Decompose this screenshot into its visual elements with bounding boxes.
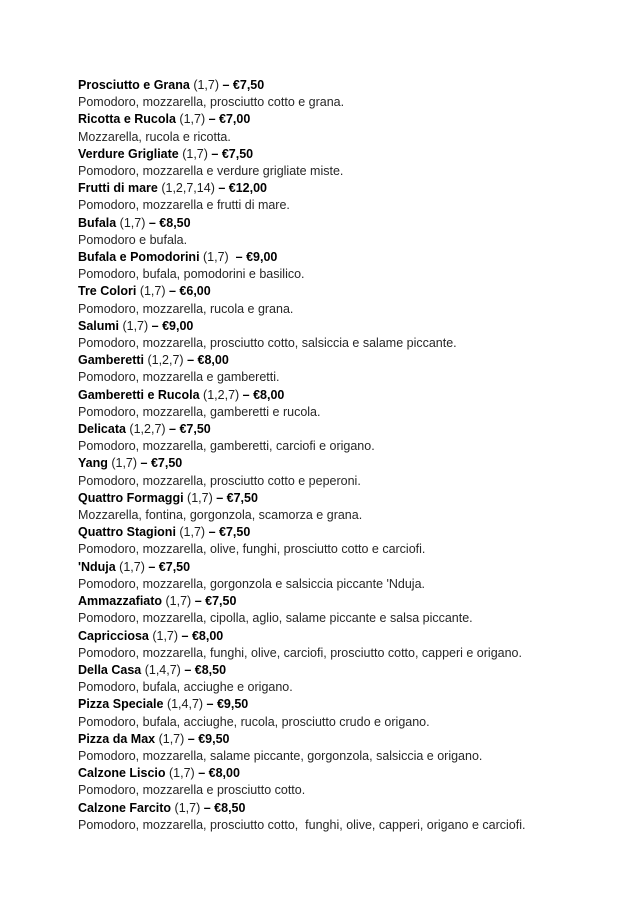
- menu-item-allergens: (1,7): [178, 146, 208, 161]
- menu-item-title: [78, 215, 636, 232]
- menu-item: [78, 421, 636, 455]
- menu-item: [78, 765, 636, 799]
- menu-item-description: Pomodoro, mozzarella, salame piccante, gorgonzola, salsiccia e origano.: [78, 748, 483, 763]
- menu-item: [78, 731, 636, 765]
- menu-item-name: Salumi: [78, 318, 119, 333]
- menu-item: [78, 318, 636, 352]
- menu-item-description: Pomodoro, mozzarella e frutti di mare.: [78, 198, 290, 213]
- menu-item-title: [78, 490, 636, 507]
- menu-item-name: Frutti di mare: [78, 181, 158, 196]
- menu-item-title: [78, 421, 636, 438]
- menu-item-price: – €8,00: [183, 353, 229, 368]
- menu-item: [78, 146, 636, 180]
- menu-item-name: Prosciutto e Grana: [78, 78, 190, 92]
- menu-item-name: Verdure Grigliate: [78, 146, 179, 161]
- menu-item: [78, 593, 636, 627]
- menu-item-title: [78, 111, 636, 128]
- menu-item-name: Calzone Farcito: [78, 800, 172, 815]
- menu-item-title: [78, 77, 636, 94]
- menu-item-price: – €7,50: [212, 490, 258, 505]
- menu-item: [78, 800, 636, 834]
- menu-item-description: Pomodoro, mozzarella, gamberetti, carciofi e origano.: [78, 439, 375, 454]
- menu-item: [78, 455, 636, 489]
- menu-item: [78, 524, 636, 558]
- menu-item-price: – €9,50: [184, 731, 230, 746]
- menu-item-title: [78, 146, 636, 163]
- menu-item-allergens: (1,2,7): [144, 353, 184, 368]
- menu-item-name: Quattro Formaggi: [78, 490, 184, 505]
- menu-item-description: Pomodoro, mozzarella, rucola e grana.: [78, 301, 294, 316]
- menu-item-allergens: (1,7): [107, 456, 138, 471]
- menu-item-description: Pomodoro, mozzarella, olive, funghi, prosciutto cotto e carciofi.: [78, 542, 426, 557]
- menu-item-name: Calzone Liscio: [78, 766, 166, 781]
- menu-item-allergens: (1,2,7): [125, 422, 166, 437]
- menu-item-title: [78, 800, 636, 817]
- menu-item-title: [78, 455, 636, 472]
- menu-item-price: – €8,50: [180, 662, 227, 677]
- menu-item-allergens: (1,4,7): [141, 662, 181, 677]
- menu-item-allergens: (1,7): [165, 766, 195, 781]
- menu-item-title: [78, 387, 636, 404]
- menu-item-description: Pomodoro, mozzarella, gorgonzola e salsiccia piccante 'Nduja.: [78, 576, 426, 591]
- menu-item-description: Mozzarella, fontina, gorgonzola, scamorza e grana.: [78, 508, 363, 523]
- menu-item-title: [78, 628, 636, 645]
- menu-item-title: [78, 662, 636, 679]
- pizza-menu-list: [78, 77, 636, 834]
- menu-item-price: – €7,50: [165, 422, 211, 437]
- menu-item-description: Pomodoro, mozzarella, prosciutto cotto e grana.: [78, 95, 345, 110]
- menu-item: [78, 559, 636, 593]
- menu-item-price: – €7,50: [205, 525, 251, 540]
- menu-item-allergens: (1,7): [175, 525, 206, 540]
- menu-item-title: [78, 318, 636, 335]
- menu-item: [78, 111, 636, 145]
- menu-item-price: – €8,00: [239, 387, 285, 402]
- menu-item-description: Pomodoro, mozzarella e gamberetti.: [78, 370, 280, 385]
- menu-item-description: Pomodoro, bufala, acciughe, rucola, prosciutto crudo e origano.: [78, 714, 430, 729]
- menu-item-price: – €7,50: [144, 559, 191, 574]
- menu-item: [78, 180, 636, 214]
- menu-item-name: Tre Colori: [78, 284, 137, 299]
- menu-item-allergens: (1,2,7,14): [157, 181, 215, 196]
- menu-item-description: Mozzarella, rucola e ricotta.: [78, 129, 231, 144]
- menu-item-name: Quattro Stagioni: [78, 525, 176, 540]
- menu-item-title: [78, 180, 636, 197]
- menu-item-description: Pomodoro, mozzarella, cipolla, aglio, salame piccante e salsa piccante.: [78, 611, 473, 626]
- menu-item-description: Pomodoro, mozzarella, prosciutto cotto, salsiccia e salame piccante.: [78, 336, 457, 351]
- menu-item-description: Pomodoro e bufala.: [78, 232, 188, 247]
- menu-item-allergens: (1,7): [199, 250, 229, 265]
- menu-item-name: Capricciosa: [78, 628, 149, 643]
- menu-item-price: – €8,50: [200, 800, 246, 815]
- menu-item-allergens: (1,7): [189, 78, 220, 92]
- menu-item-title: [78, 352, 636, 369]
- menu-item-description: Pomodoro, mozzarella, gamberetti e rucola.: [78, 404, 321, 419]
- menu-item-allergens: (1,7): [171, 800, 201, 815]
- menu-item-price: – €7,50: [207, 146, 254, 161]
- menu-item-title: [78, 765, 636, 782]
- menu-item: [78, 387, 636, 421]
- menu-item-name: Pizza da Max: [78, 731, 156, 746]
- menu-item-name: Bufala e Pomodorini: [78, 250, 200, 265]
- menu-item-name: Della Casa: [78, 662, 142, 677]
- menu-item-allergens: (1,7): [116, 215, 146, 230]
- menu-item: [78, 352, 636, 386]
- menu-item-allergens: (1,7): [175, 112, 206, 127]
- menu-item: [78, 696, 636, 730]
- menu-item-price: – €7,00: [205, 112, 251, 127]
- menu-item-allergens: (1,7): [136, 284, 166, 299]
- menu-item-price: – €7,50: [137, 456, 183, 471]
- menu-item-name: Gamberetti e Rucola: [78, 387, 200, 402]
- menu-item-name: Bufala: [78, 215, 117, 230]
- menu-item: [78, 215, 636, 249]
- menu-item-name: Ricotta e Rucola: [78, 112, 176, 127]
- menu-item-price: – €6,00: [165, 284, 211, 299]
- menu-item-allergens: (1,7): [119, 318, 149, 333]
- menu-item-description: Pomodoro, bufala, pomodorini e basilico.: [78, 267, 305, 282]
- menu-item-name: 'Nduja: [78, 559, 116, 574]
- menu-item-allergens: (1,7): [155, 731, 185, 746]
- menu-item: [78, 283, 636, 317]
- menu-item-title: [78, 559, 636, 576]
- menu-item-title: [78, 696, 636, 713]
- menu-item-description: Pomodoro, mozzarella, prosciutto cotto e peperoni.: [78, 473, 361, 488]
- menu-item: [78, 77, 636, 111]
- menu-item-title: [78, 593, 636, 610]
- menu-item-price: – €9,50: [203, 697, 249, 712]
- menu-item: [78, 662, 636, 696]
- menu-item-price: – €12,00: [214, 181, 267, 196]
- menu-item-title: [78, 283, 636, 300]
- menu-item-name: Yang: [78, 456, 108, 471]
- menu-item: [78, 628, 636, 662]
- menu-item-price: – €9,00: [148, 318, 194, 333]
- menu-item-allergens: (1,7): [162, 594, 192, 609]
- menu-item-description: Pomodoro, mozzarella, prosciutto cotto, funghi, olive, capperi, origano e carciofi.: [78, 817, 526, 832]
- menu-item-description: Pomodoro, mozzarella e prosciutto cotto.: [78, 783, 306, 798]
- menu-item-name: Ammazzafiato: [78, 594, 163, 609]
- menu-item-description: Pomodoro, mozzarella e verdure grigliate miste.: [78, 164, 344, 179]
- menu-item: [78, 490, 636, 524]
- menu-item-price: – €8,00: [178, 628, 224, 643]
- menu-item-description: Pomodoro, mozzarella, funghi, olive, carciofi, prosciutto cotto, capperi e origano.: [78, 645, 522, 660]
- menu-item-allergens: (1,4,7): [163, 697, 204, 712]
- menu-item-title: [78, 524, 636, 541]
- menu-item-price: – €8,00: [194, 766, 240, 781]
- menu-item-price: – €9,00: [228, 250, 278, 265]
- menu-item-allergens: (1,7): [183, 490, 213, 505]
- menu-item-price: – €8,50: [145, 215, 191, 230]
- menu-item-title: [78, 249, 636, 266]
- menu-item-name: Pizza Speciale: [78, 697, 164, 712]
- menu-item-description: Pomodoro, bufala, acciughe e origano.: [78, 680, 293, 695]
- menu-item: [78, 249, 636, 283]
- menu-item-name: Delicata: [78, 422, 126, 437]
- menu-item-title: [78, 731, 636, 748]
- menu-item-price: – €7,50: [191, 594, 237, 609]
- menu-item-name: Gamberetti: [78, 353, 144, 368]
- menu-item-allergens: (1,7): [148, 628, 179, 643]
- menu-item-price: – €7,50: [219, 78, 265, 92]
- menu-item-allergens: (1,7): [115, 559, 145, 574]
- menu-item-allergens: (1,2,7): [199, 387, 240, 402]
